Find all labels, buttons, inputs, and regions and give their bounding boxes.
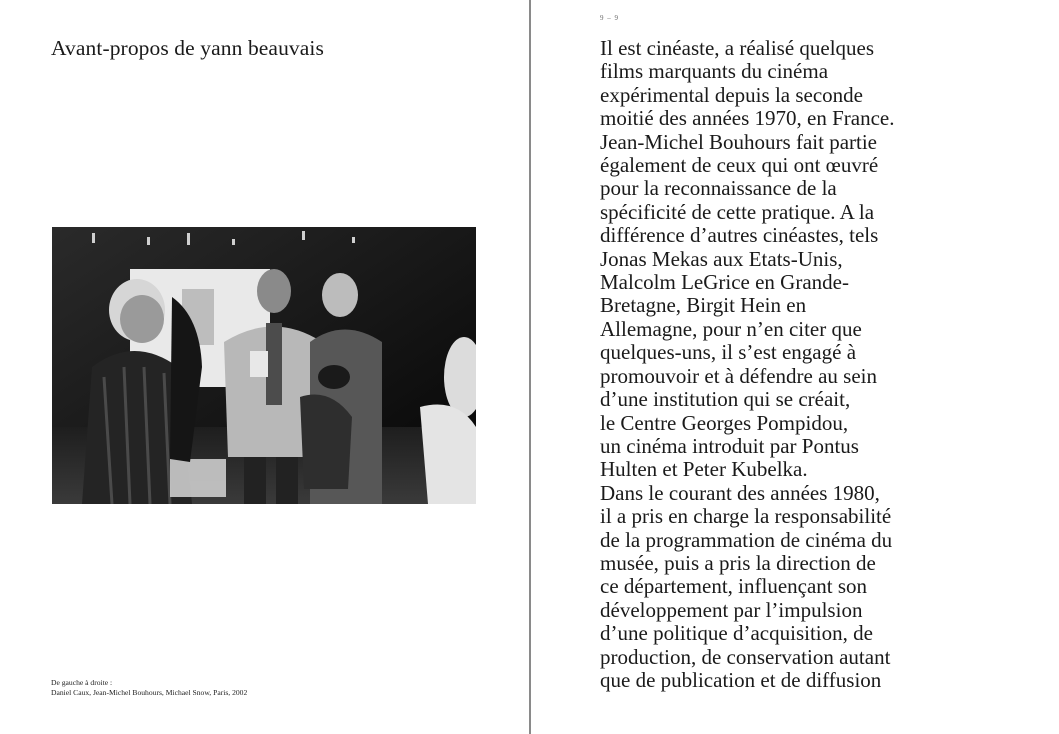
caption-names: Daniel Caux, Jean-Michel Bouhours, Michael Snow, Paris, 2002: [51, 687, 248, 697]
text-line: promouvoir et à défendre au sein: [600, 363, 877, 388]
photograph: [52, 227, 476, 504]
text-line: d’une institution qui se créait,: [600, 387, 851, 412]
text-line: Dans le courant des années 1980,: [600, 480, 880, 505]
caption-intro: De gauche à droite :: [51, 678, 113, 687]
text-line: de la programmation de cinéma du: [600, 527, 893, 552]
text-line: d’une politique d’acquisition, de: [600, 621, 873, 646]
text-line: quelques-uns, il s’est engagé à: [600, 340, 857, 365]
text-line: production, de conservation autant: [600, 644, 891, 669]
text-line: expérimental depuis la seconde: [600, 82, 863, 107]
text-line: le Centre Georges Pompidou,: [600, 410, 849, 435]
text-line: spécificité de cette pratique. A la: [600, 199, 875, 224]
left-page: [0, 0, 529, 734]
photo-scene-illustration: [52, 227, 476, 504]
text-line: pour la reconnaissance de la: [600, 176, 837, 201]
text-line: Jean-Michel Bouhours fait partie: [600, 129, 877, 154]
text-line: moitié des années 1970, en France.: [600, 106, 895, 131]
text-line: développement par l’impulsion: [600, 597, 863, 622]
text-line: Il est cinéaste, a réalisé quelques: [600, 36, 875, 60]
text-line: il a pris en charge la responsabilité: [600, 504, 892, 529]
text-line: Allemagne, pour n’en citer que: [600, 316, 862, 341]
text-line: Malcolm LeGrice en Grande-: [600, 270, 849, 295]
text-line: également de ceux qui ont œuvré: [600, 153, 879, 178]
text-line: différence d’autres cinéastes, tels: [600, 223, 879, 248]
text-line: un cinéma introduit par Pontus: [600, 433, 859, 458]
page-number: 9 – 9: [600, 14, 619, 22]
text-line: ce département, influençant son: [600, 574, 868, 599]
text-line: musée, puis a pris la direction de: [600, 550, 876, 575]
text-line: Jonas Mekas aux Etats-Unis,: [600, 246, 843, 271]
chapter-title: Avant-propos de yann beauvais: [51, 36, 324, 60]
text-line: films marquants du cinéma: [600, 59, 829, 84]
photo-caption: [51, 678, 247, 697]
body-text: [600, 37, 1030, 692]
text-line: Hulten et Peter Kubelka.: [600, 457, 808, 482]
text-line: que de publication et de diffusion: [600, 667, 882, 692]
text-line: Bretagne, Birgit Hein en: [600, 293, 807, 318]
